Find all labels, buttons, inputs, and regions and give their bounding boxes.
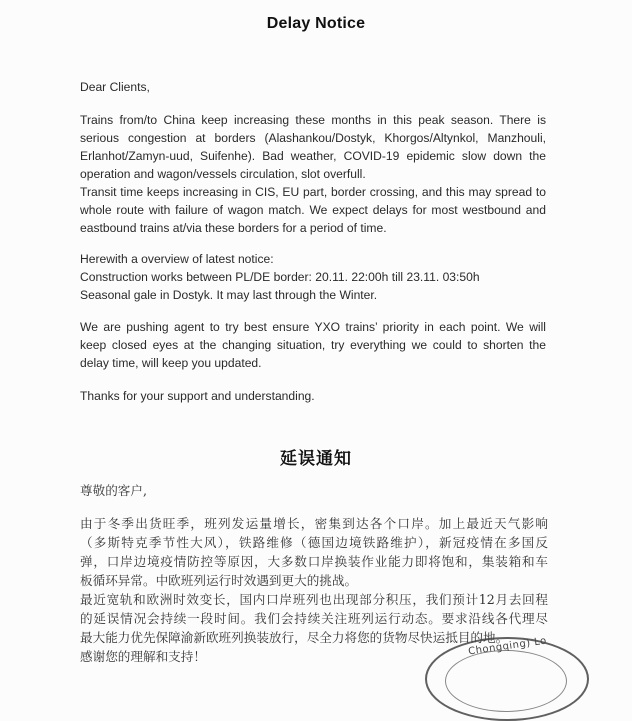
text-line: 由于冬季出货旺季，班列发运量增长，密集到达各个口岸。加上最近天气影响 [80, 516, 548, 531]
text-line: 感谢您的理解和支持！ [80, 649, 206, 664]
text-line: eastbound trains at/via these borders for a period of time. [80, 221, 387, 235]
overview-heading: Herewith a overview of latest notice: [80, 252, 274, 266]
text-line: keep closed eyes at the changing situation, try everything we could to shorten the [80, 338, 546, 352]
text-line: delay time, will keep you updated. [80, 356, 262, 370]
chinese-greeting: 尊敬的客户, [80, 483, 147, 498]
text-line: Erlanhot/Zamyn-uud, Suifenhe). Bad weather, COVID-19 epidemic slow down the [80, 149, 546, 163]
english-greeting: Dear Clients, [80, 80, 150, 94]
chinese-title: 延误通知 [280, 449, 352, 469]
text-line: operation and wagon/vessels circulation, slot overfull. [80, 167, 366, 181]
text-line: 最近宽轨和欧洲时效变长，国内口岸班列也出现部分积压，我们预计12月去回程 [80, 592, 548, 607]
text-line: serious congestion at borders (Alashankou/Dostyk, Khorgos/Altynkol, Manzhouli, [80, 131, 546, 145]
text-line: Trains from/to China keep increasing these months in this peak season. There is [80, 113, 546, 127]
gale-notice: Seasonal gale in Dostyk. It may last through the Winter. [80, 288, 378, 302]
text-line: 弹，口岸边境疫情防控等原因，大多数口岸换装作业能力即将饱和，集装箱和车 [80, 554, 548, 569]
text-line: （多斯特克季节性大风），铁路维修（德国边境铁路维护），新冠疫情在多国反 [80, 535, 548, 550]
company-stamp-text: Chongqing) Lo [467, 635, 548, 658]
text-line: 最大能力优先保障渝新欧班列换装放行，尽全力将您的货物尽快运抵目的地。 [80, 630, 509, 645]
english-closing: Thanks for your support and understanding. [80, 389, 315, 403]
company-stamp-inner-ring [445, 650, 567, 712]
text-line: whole route with failure of wagon match. We expect delays for most westbound and [80, 203, 546, 217]
text-line: 的延误情况会持续一段时间。我们会持续关注班列运行动态。要求沿线各代理尽 [80, 611, 548, 626]
text-line: Transit time keeps increasing in CIS, EU part, border crossing, and this may spread to [80, 185, 546, 199]
english-title: Delay Notice [266, 15, 366, 32]
text-line: We are pushing agent to try best ensure YXO trains’ priority in each point. We will [80, 320, 546, 334]
construction-notice: Construction works between PL/DE border: 20.11. 22:00h till 23.11. 03:50h [80, 270, 480, 284]
text-line: 板循环异常。中欧班列运行时效遇到更大的挑战。 [80, 573, 358, 588]
